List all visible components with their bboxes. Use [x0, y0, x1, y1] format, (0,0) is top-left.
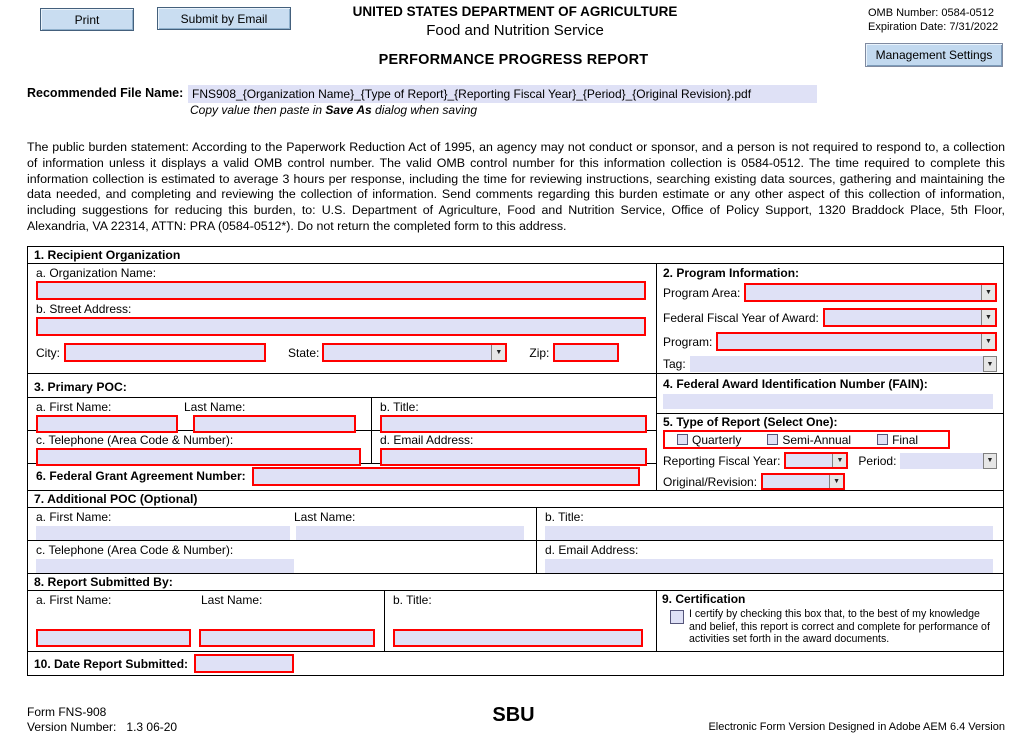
hint-prefix: Copy value then paste in — [190, 103, 326, 117]
program-area-select[interactable] — [744, 283, 997, 302]
additional-telephone-label: c. Telephone (Area Code & Number): — [36, 543, 234, 557]
form-number: Form FNS-908 — [27, 705, 107, 719]
additional-last-name-input[interactable] — [296, 526, 524, 540]
omb-block — [868, 6, 998, 34]
recommended-file-name-row — [27, 86, 1003, 122]
chevron-down-icon[interactable]: ▼ — [981, 334, 995, 349]
city-label: City: — [36, 345, 60, 360]
submitter-title-label: b. Title: — [393, 593, 432, 607]
period-select[interactable] — [900, 453, 997, 469]
program-select[interactable] — [716, 332, 997, 351]
submitter-title-cell — [384, 591, 656, 651]
additional-email-input[interactable] — [545, 559, 993, 573]
federal-fiscal-year-label: Federal Fiscal Year of Award: — [663, 310, 819, 325]
additional-telephone-input[interactable] — [36, 559, 294, 573]
section-7-header — [28, 491, 1003, 508]
program-label: Program: — [663, 334, 713, 349]
fain-input[interactable] — [663, 394, 993, 409]
certification-checkbox[interactable] — [670, 610, 684, 624]
section-6-title: 6. Federal Grant Agreement Number: — [36, 469, 246, 483]
additional-email-label: d. Email Address: — [545, 543, 639, 557]
additional-last-name-label: Last Name: — [294, 510, 356, 524]
period-label: Period: — [858, 453, 897, 468]
section-1-header — [28, 247, 1003, 264]
state-select[interactable] — [322, 343, 507, 362]
original-revision-select[interactable] — [761, 473, 845, 490]
version-value: 1.3 06-20 — [126, 720, 178, 734]
primary-telephone-input[interactable] — [36, 448, 361, 466]
primary-title-label: b. Title: — [380, 400, 419, 414]
section-8-title: 8. Report Submitted By: — [34, 575, 173, 589]
section-5-title: 5. Type of Report (Select One): — [663, 415, 838, 429]
additional-poc-names-cell — [28, 508, 536, 540]
submitter-first-name-label: a. First Name: — [36, 593, 112, 607]
quarterly-checkbox[interactable] — [677, 434, 688, 445]
chevron-down-icon[interactable]: ▼ — [491, 345, 505, 360]
omb-number: OMB Number: 0584-0512 — [868, 7, 994, 19]
additional-poc-phone-cell — [28, 541, 536, 573]
certification-cell — [656, 591, 1003, 651]
federal-fiscal-year-select[interactable] — [823, 308, 997, 327]
tag-label: Tag: — [663, 357, 686, 371]
save-as-hint — [190, 103, 477, 117]
agency-name: UNITED STATES DEPARTMENT OF AGRICULTURE — [352, 4, 678, 19]
page-title: PERFORMANCE PROGRESS REPORT — [378, 52, 649, 68]
section-3-title: 3. Primary POC: — [28, 374, 656, 398]
quarterly-label: Quarterly — [692, 432, 742, 447]
primary-poc-cell — [28, 374, 656, 490]
recommended-file-name-value[interactable]: FNS908_{Organization Name}_{Type of Report}_{Reporting Fiscal Year}_{Period}_{Original Revision}.pdf — [188, 85, 817, 103]
final-label: Final — [892, 432, 919, 447]
sbu-marking: SBU — [492, 704, 535, 726]
section-9-title: 9. Certification — [662, 592, 746, 606]
semi-annual-checkbox[interactable] — [767, 434, 778, 445]
organization-name-label: a. Organization Name: — [36, 266, 157, 280]
date-report-submitted-input[interactable] — [194, 654, 294, 673]
chevron-down-icon[interactable]: ▼ — [983, 356, 997, 372]
form-table — [27, 246, 1004, 676]
submitter-title-input[interactable] — [393, 629, 643, 647]
public-burden-statement: The public burden statement: According to the Paperwork Reduction Act of 1995, an agency may not conduct or sponsor, and a person is not required to respond to, a collection of information unless it displays a valid OMB control number. The valid OMB control number for this information collection is 0584-0512. The time required to complete this information collection is estimated to average 3 hours per response, including the time for reviewing instructions, searching existing data sources, gathering and maintaining the data needed, and completing and reviewing the collection of information. Send comments regarding this burden estimate or any other aspect of this collection of information, including suggestions for reducing this burden, to: U.S. Department of Agriculture, Food and Nutrition Service, Office of Policy Support, 1320 Braddock Place, 5th Floor, Alexandria, VA 22314, ATTN: PRA (0584-0512*). Do not return the completed form to this address. — [27, 140, 1005, 233]
primary-email-input[interactable] — [380, 448, 647, 466]
report-type-group — [663, 430, 950, 449]
additional-first-name-input[interactable] — [36, 526, 290, 540]
reporting-fiscal-year-label: Reporting Fiscal Year: — [663, 453, 781, 468]
primary-telephone-label: c. Telephone (Area Code & Number): — [36, 433, 234, 447]
additional-title-label: b. Title: — [545, 510, 584, 524]
section-1-title: 1. Recipient Organization — [34, 248, 181, 262]
original-revision-label: Original/Revision: — [663, 474, 758, 489]
agency-header — [260, 4, 770, 39]
street-address-label: b. Street Address: — [36, 302, 132, 316]
print-button[interactable]: Print — [40, 8, 134, 31]
section-8-header — [28, 574, 1003, 591]
certification-text: I certify by checking this box that, to the best of my knowledge and belief, this report is correct and complete for performance of activities set forth in the award documents. — [689, 608, 990, 646]
section-10-title: 10. Date Report Submitted: — [34, 656, 189, 671]
hint-suffix: dialog when saving — [371, 103, 478, 117]
primary-first-name-label: a. First Name: — [36, 400, 112, 414]
tag-select[interactable] — [690, 356, 997, 372]
primary-last-name-label: Last Name: — [184, 400, 246, 414]
zip-input[interactable] — [553, 343, 619, 362]
page-header — [0, 0, 1027, 84]
management-settings-button[interactable]: Management Settings — [865, 43, 1003, 67]
submitter-names-cell — [28, 591, 384, 651]
additional-poc-email-cell — [536, 541, 1003, 573]
recommended-file-name-label: Recommended File Name: — [27, 86, 184, 100]
submitter-last-name-input[interactable] — [199, 629, 375, 647]
city-input[interactable] — [64, 343, 266, 362]
section-7-title: 7. Additional POC (Optional) — [34, 492, 198, 506]
section-4-title: 4. Federal Award Identification Number (FAIN): — [663, 377, 928, 391]
semi-annual-label: Semi-Annual — [782, 432, 852, 447]
submitter-last-name-label: Last Name: — [201, 593, 263, 607]
chevron-down-icon[interactable]: ▼ — [981, 310, 995, 325]
chevron-down-icon[interactable]: ▼ — [981, 285, 995, 300]
federal-grant-agreement-input[interactable] — [252, 467, 640, 486]
reporting-fiscal-year-select[interactable] — [784, 452, 848, 469]
designed-in-note: Electronic Form Version Designed in Adobe AEM 6.4 Version — [708, 721, 1005, 733]
zip-label: Zip: — [529, 345, 550, 360]
chevron-down-icon[interactable]: ▼ — [832, 454, 846, 467]
additional-poc-title-cell — [536, 508, 1003, 540]
hint-save-as: Save As — [325, 103, 372, 117]
section-2-title: 2. Program Information: — [663, 266, 800, 280]
final-checkbox[interactable] — [877, 434, 888, 445]
additional-first-name-label: a. First Name: — [36, 510, 112, 524]
fain-type-cell — [656, 374, 1003, 490]
chevron-down-icon[interactable]: ▼ — [829, 475, 843, 488]
submitter-first-name-input[interactable] — [36, 629, 191, 647]
street-address-input[interactable] — [36, 317, 646, 336]
program-information-cell — [656, 264, 1003, 373]
submit-by-email-button[interactable]: Submit by Email — [157, 7, 291, 30]
recipient-organization-cell — [28, 264, 656, 373]
chevron-down-icon[interactable]: ▼ — [983, 453, 997, 469]
additional-title-input[interactable] — [545, 526, 993, 540]
primary-email-label: d. Email Address: — [380, 433, 474, 447]
program-area-label: Program Area: — [663, 285, 741, 300]
expiration-date: Expiration Date: 7/31/2022 — [868, 21, 999, 33]
state-label: State: — [288, 345, 320, 360]
organization-name-input[interactable] — [36, 281, 646, 300]
version-label: Version Number: — [27, 720, 117, 734]
agency-subtitle: Food and Nutrition Service — [426, 22, 604, 39]
